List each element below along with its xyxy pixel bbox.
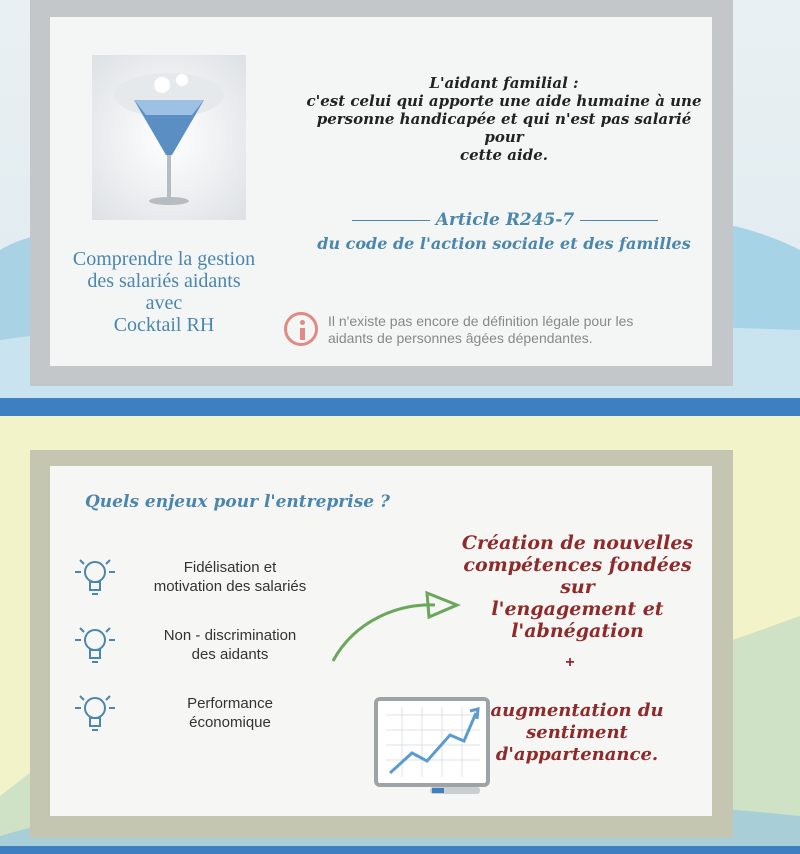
info-line: aidants de personnes âgées dépendantes. — [328, 330, 593, 346]
stake-label — [130, 558, 330, 596]
stake-label — [130, 626, 330, 664]
stake-label — [130, 694, 330, 732]
quote-line: personne handicapée et qui n'est pas salarié pour — [316, 110, 692, 146]
result-line: augmentation du — [490, 700, 664, 721]
definition-quote — [300, 74, 708, 164]
stake-label-line: des aidants — [191, 646, 269, 663]
quote-line: L'aidant familial : — [429, 74, 579, 92]
stakes-title: Quels enjeux pour l'entreprise ? — [85, 492, 390, 512]
stake-item — [70, 552, 340, 602]
page-title — [50, 248, 278, 336]
cocktail-glass-image — [92, 55, 246, 220]
stake-label-line: Non - discrimination — [163, 627, 297, 644]
result-line: Création de nouvelles — [461, 532, 694, 554]
lightbulb-icon — [70, 688, 120, 738]
divider-band — [0, 398, 800, 416]
article-title: Article R245-7 — [435, 210, 575, 230]
quote-line: c'est celui qui apporte une aide humaine à une — [306, 92, 702, 110]
stake-label-line: Performance — [187, 695, 273, 712]
plus-sign: + — [565, 654, 575, 671]
growth-chart-board-icon — [372, 695, 492, 799]
result-belonging — [487, 700, 667, 766]
info-icon — [284, 312, 318, 346]
stake-label-line: économique — [189, 714, 271, 731]
lightbulb-icon — [70, 552, 120, 602]
stake-label-line: motivation des salariés — [153, 578, 307, 595]
quote-line: cette aide. — [460, 146, 548, 164]
result-line: l'abnégation — [511, 620, 644, 642]
title-line: des salariés aidants — [87, 270, 241, 292]
result-line: d'appartenance. — [495, 744, 659, 765]
info-note — [328, 313, 708, 347]
divider-right — [580, 220, 658, 221]
title-line: Cocktail RH — [113, 314, 215, 336]
article-subtitle: du code de l'action sociale et des familles — [317, 234, 691, 253]
title-line: avec — [145, 292, 183, 314]
curved-arrow-icon — [325, 585, 465, 665]
article-reference — [330, 210, 680, 230]
result-line: sentiment — [526, 722, 628, 743]
lightbulb-icon — [70, 620, 120, 670]
divider-left — [352, 220, 430, 221]
info-line: Il n'existe pas encore de définition légale pour les — [328, 313, 634, 329]
bottom-band — [0, 846, 800, 854]
result-new-skills — [455, 532, 700, 642]
result-line: compétences fondées sur — [463, 554, 692, 598]
stake-label-line: Fidélisation et — [183, 559, 277, 576]
stake-item — [70, 620, 340, 670]
stake-item — [70, 688, 340, 738]
result-line: l'engagement et — [491, 598, 664, 620]
title-line: Comprendre la gestion — [72, 248, 256, 270]
